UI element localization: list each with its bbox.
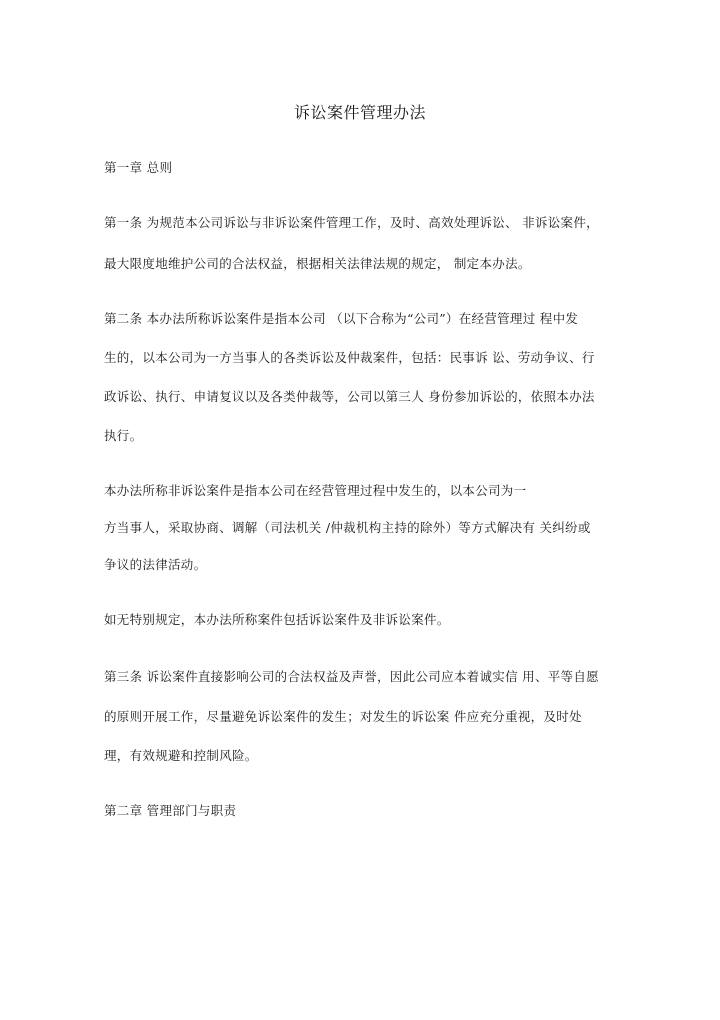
article-1-line-1: 第一条 为规范本公司诉讼与非诉讼案件管理工作，及时、高效处理诉讼、 非诉讼案件， — [104, 215, 599, 230]
article-2-line-2: 生的，以本公司为一方当事人的各类诉讼及仲裁案件，包括：民事诉 讼、劳动争议、行 — [104, 350, 595, 365]
article-2-line-1: 第二条 本办法所称诉讼案件是指本公司 （以下合称为“公司”）在经营管理过 程中发 — [104, 311, 579, 326]
article-2-line-4: 执行。 — [104, 428, 143, 443]
chapter-1-heading: 第一章 总则 — [104, 160, 173, 175]
article-3-line-3: 理，有效规避和控制风险。 — [104, 748, 258, 763]
article-2-para-3-line-1: 如无特别规定，本办法所称案件包括诉讼案件及非诉讼案件。 — [104, 612, 450, 627]
article-3-line-2: 的原则开展工作，尽量避免诉讼案件的发生；对发生的诉讼案 件应充分重视，及时处 — [104, 709, 582, 724]
article-2-para-2-line-2: 方当事人，采取协商、调解（司法机关 /仲裁机构主持的除外）等方式解决有 关纠纷或 — [104, 520, 591, 535]
document-title: 诉讼案件管理办法 — [293, 103, 426, 122]
article-2-para-2-line-3: 争议的法律活动。 — [104, 557, 207, 572]
article-2-para-2-line-1: 本办法所称非诉讼案件是指本公司在经营管理过程中发生的，以本公司为一 — [104, 483, 527, 498]
chapter-2-heading: 第二章 管理部门与职责 — [104, 803, 237, 818]
article-1-line-2: 最大限度地维护公司的合法权益，根据相关法律法规的规定， 制定本办法。 — [104, 256, 531, 271]
article-2-line-3: 政诉讼、执行、申请复议以及各类仲裁等，公司以第三人 身份参加诉讼的，依照本办法 — [104, 389, 595, 404]
article-3-line-1: 第三条 诉讼案件直接影响公司的合法权益及声誉，因此公司应本着诚实信 用、平等自愿 — [104, 669, 599, 684]
